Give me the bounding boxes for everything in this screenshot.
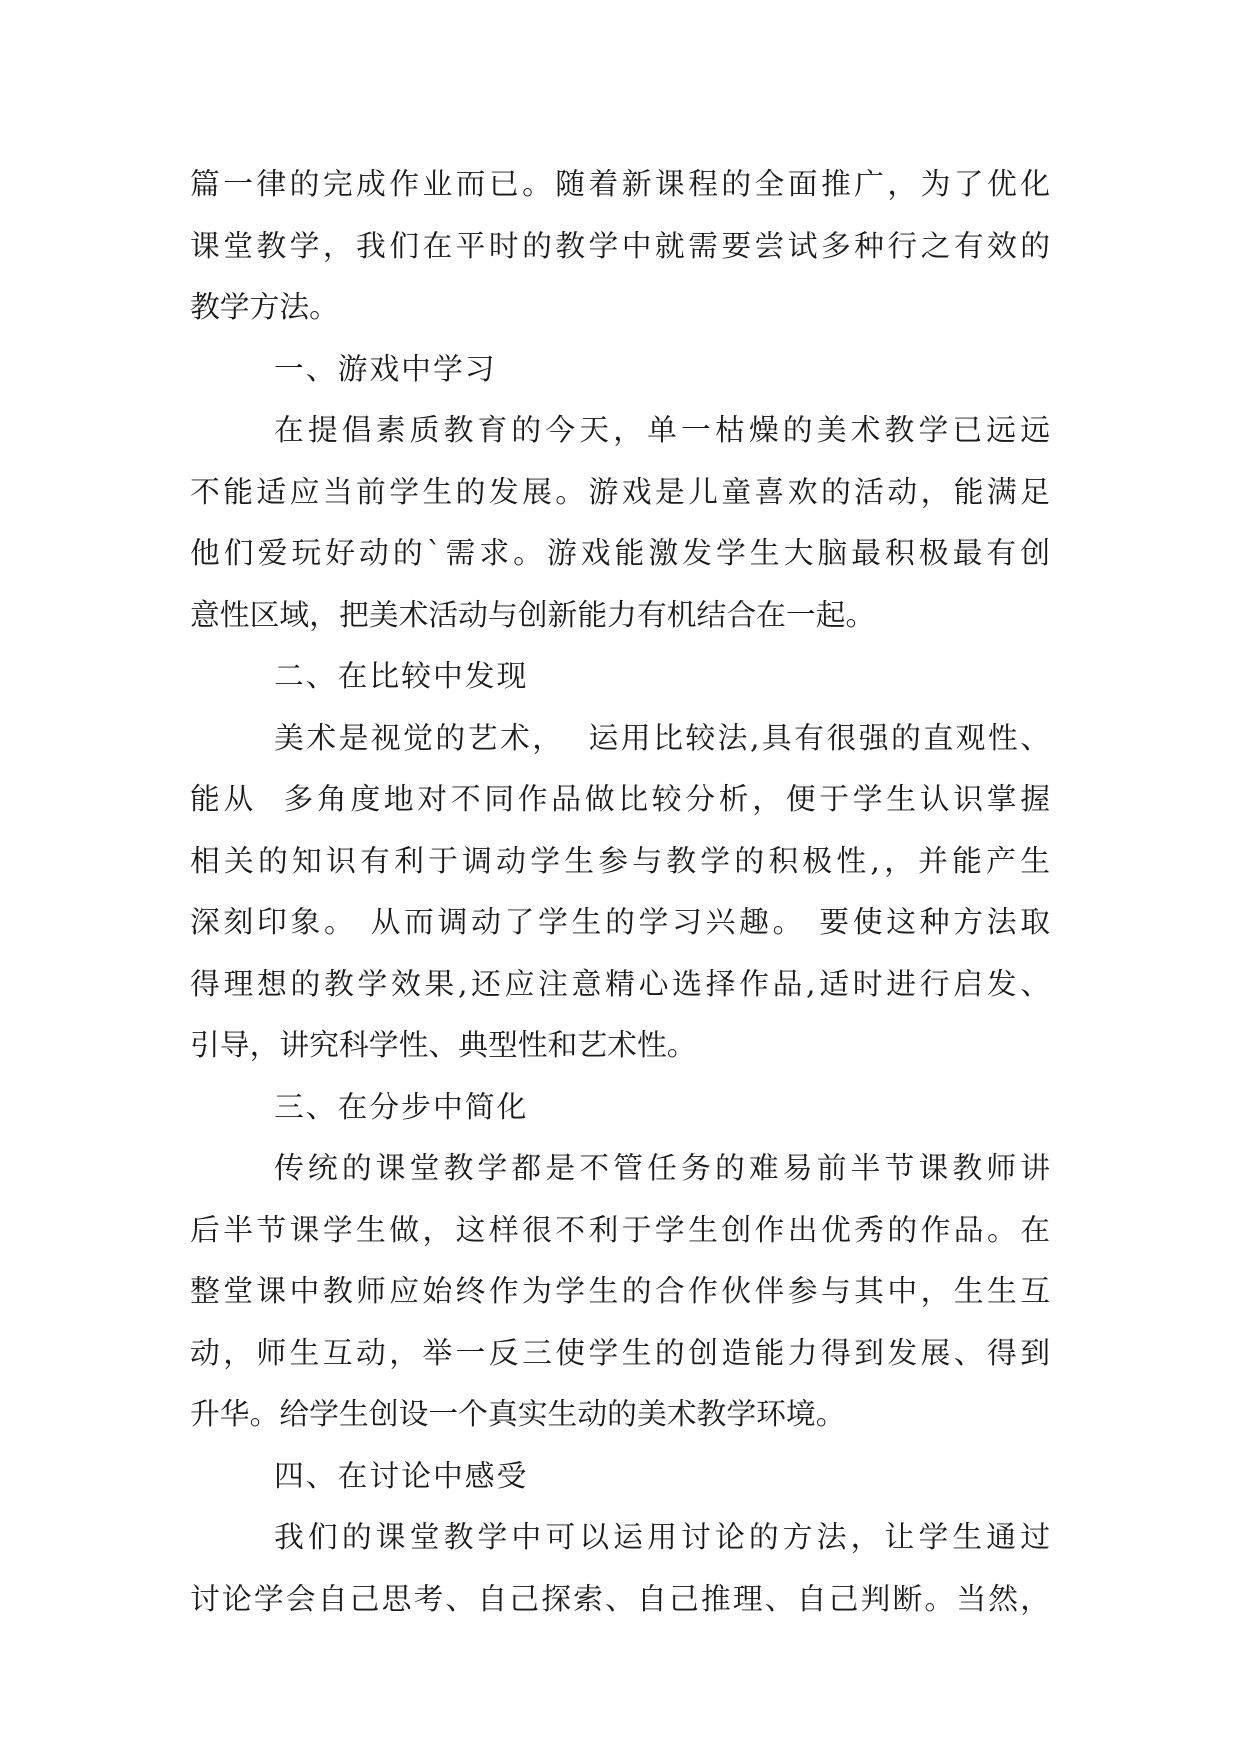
text-line: 相关的知识有利于调动学生参与教学的积极性,，并能产生 bbox=[190, 843, 1050, 879]
text-line: 得理想的教学效果,还应注意精心选择作品,适时进行启发、 bbox=[190, 966, 1050, 1002]
text-line: 我们的课堂教学中可以运用讨论的方法，让学生通过 bbox=[274, 1520, 1050, 1555]
text-line: 美术是视觉的艺术， 运用比较法,具有很强的直观性、 bbox=[274, 720, 1050, 756]
text-line: 意性区域，把美术活动与创新能力有机结合在一起。 bbox=[190, 597, 876, 633]
section-heading-3: 三、在分步中简化 bbox=[274, 1089, 529, 1125]
text-line: 升华。给学生创设一个真实生动的美术教学环境。 bbox=[190, 1397, 846, 1432]
text-line: 后半节课学生做，这样很不利于学生创作出优秀的作品。在 bbox=[190, 1212, 1050, 1248]
text-line: 引导，讲究科学性、典型性和艺术性。 bbox=[190, 1028, 697, 1063]
text-line: 传统的课堂教学都是不管任务的难易前半节课教师讲 bbox=[274, 1151, 1050, 1186]
section-heading-2: 二、在比较中发现 bbox=[274, 659, 529, 694]
text-line: 讨论学会自己思考、自己探索、自己推理、自己判断。当然， bbox=[190, 1581, 1050, 1617]
text-line: 能从 多角度地对不同作品做比较分析，便于学生认识掌握 bbox=[190, 782, 1050, 817]
text-line: 整堂课中教师应始终作为学生的合作伙伴参与其中，生生互 bbox=[190, 1274, 1050, 1309]
text-line: 深刻印象。 从而调动了学生的学习兴趣。 要使这种方法取 bbox=[190, 905, 1050, 940]
body-text bbox=[190, 154, 1050, 1630]
text-line: 篇一律的完成作业而已。随着新课程的全面推广，为了优化 bbox=[190, 167, 1050, 202]
text-line: 在提倡素质教育的今天，单一枯燥的美术教学已远远 bbox=[274, 413, 1050, 448]
text-line: 不能适应当前学生的发展。游戏是儿童喜欢的活动，能满足 bbox=[190, 474, 1050, 510]
section-heading-4: 四、在讨论中感受 bbox=[274, 1458, 529, 1494]
section-heading-1: 一、游戏中学习 bbox=[274, 351, 497, 387]
text-line: 动，师生互动，举一反三使学生的创造能力得到发展、得到 bbox=[190, 1335, 1050, 1371]
text-line: 课堂教学，我们在平时的教学中就需要尝试多种行之有效的 bbox=[190, 228, 1050, 264]
text-line: 他们爱玩好动的`需求。游戏能激发学生大脑最积极最有创 bbox=[190, 536, 1050, 571]
text-line: 教学方法。 bbox=[190, 290, 339, 325]
